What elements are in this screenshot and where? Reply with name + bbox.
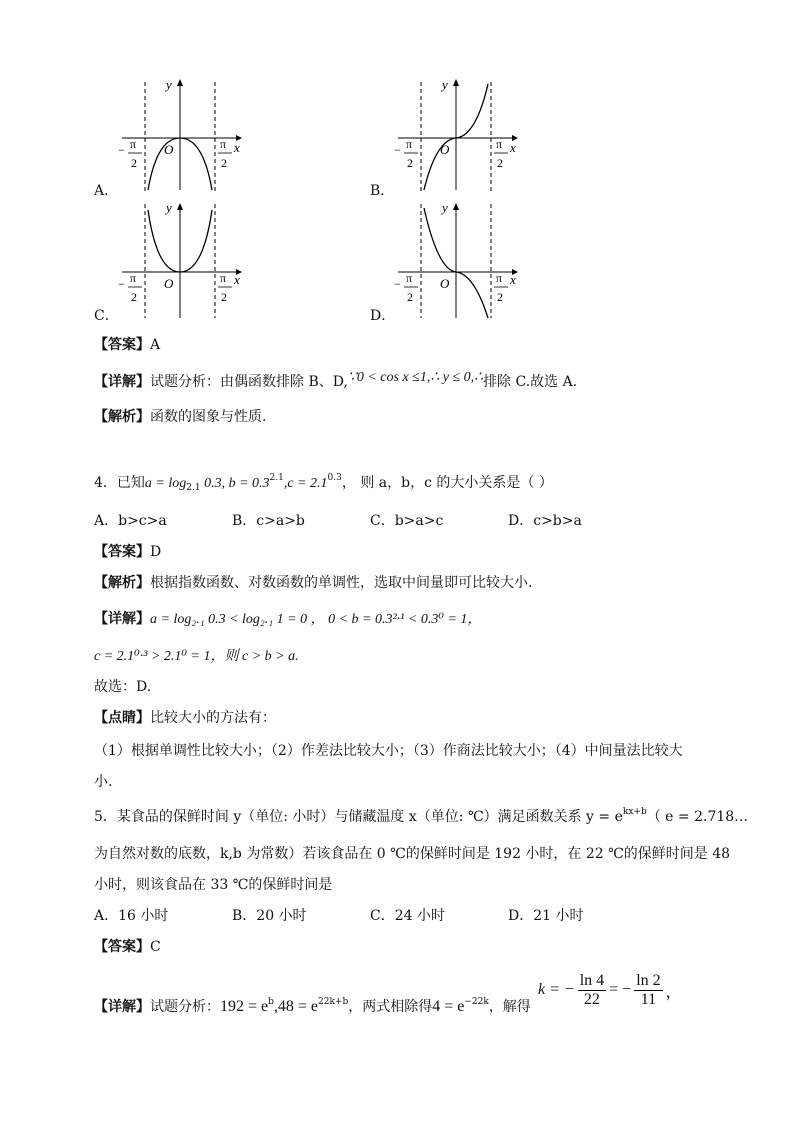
svg-text:O: O xyxy=(440,276,450,291)
svg-text:2: 2 xyxy=(407,156,413,170)
svg-text:y: y xyxy=(442,200,448,215)
two-label-right: 2 xyxy=(221,156,227,170)
q5-choice-a: A．16 小时 xyxy=(94,908,169,924)
q4-choice-d: D．c>b>a xyxy=(508,513,582,529)
q3-detail: 【详解】试题分析：由偶函数排除 B、D,∵0 < cos x ≤1,∴ y ≤ 0,∴排除 C.故选 A. xyxy=(94,370,578,390)
svg-text:O: O xyxy=(164,276,174,291)
y-axis-arrow xyxy=(177,79,183,86)
option-label-c: C． xyxy=(94,308,119,324)
x-label: x xyxy=(234,140,240,155)
svg-text:π: π xyxy=(130,271,137,285)
origin-label: O xyxy=(164,142,174,157)
answer-tag: 【答案】 xyxy=(94,337,150,353)
svg-text:π: π xyxy=(496,137,503,151)
svg-text:π: π xyxy=(496,271,503,285)
svg-text:π: π xyxy=(220,271,227,285)
q4-stem: 4．已知$a = \log_{2.1} 0.3$, $b = 0.3^{2.1},c = 2.1^{0.3}$， 则 a，b，c 的大小关系是（ ） xyxy=(94,473,553,493)
q5-choice-d: D．21 小时 xyxy=(508,908,584,924)
svg-text:2: 2 xyxy=(497,156,503,170)
svg-text:π: π xyxy=(406,137,413,151)
q5-stem-line3: 小时，则该食品在 33 ℃的保鲜时间是 xyxy=(94,877,333,893)
pi-label-right: π xyxy=(220,137,227,151)
graph-a xyxy=(112,74,252,194)
q4-choice-a: A．b>c>a xyxy=(94,513,167,529)
q5-answer: 【答案】C xyxy=(94,939,161,955)
svg-text:O: O xyxy=(440,142,450,157)
frac2-den: 11 xyxy=(640,990,657,1008)
q3-answer: 【答案】A xyxy=(94,337,161,353)
frac2-num: ln 2 xyxy=(636,971,661,989)
frac1-num: ln 4 xyxy=(579,971,605,989)
q4-methods-end: 小. xyxy=(94,774,113,790)
option-label-b: B． xyxy=(370,183,395,199)
q4-analysis: 【解析】根据指数函数、对数函数的单调性，选取中间量即可比较大小. xyxy=(94,575,533,591)
q5-stem-line2: 为自然对数的底数，k,b 为常数）若该食品在 0 ℃的保鲜时间是 192 小时，在 22 ℃的保鲜时间是 48 xyxy=(94,846,731,862)
q5-k-expression: k = − ln 4 22 = − ln 2 11 ， xyxy=(538,971,682,1008)
svg-text:π: π xyxy=(406,271,413,285)
q4-conclusion: 故选：D. xyxy=(94,679,152,695)
svg-text:−: − xyxy=(394,143,401,157)
option-label-d: D． xyxy=(370,308,396,324)
detail-tag: 【详解】 xyxy=(94,374,150,390)
q5-stem-line1: 5．某食品的保鲜时间 y（单位: 小时）与储藏温度 x（单位: ℃）满足函数关系 $y = e^{kx+b}$（ e = 2.718… xyxy=(94,807,749,825)
q5-choice-c: C．24 小时 xyxy=(370,908,445,924)
q4-detail-line2: c = 2.1⁰·³ > 2.1⁰ = 1，则 c > b > a. xyxy=(94,649,299,664)
svg-text:x: x xyxy=(510,140,516,155)
neg-sign: − xyxy=(118,143,125,157)
q4-choice-b: B．c>a>b xyxy=(232,513,305,529)
analysis-tag: 【解析】 xyxy=(94,409,150,425)
q3-analysis: 【解析】函数的图象与性质. xyxy=(94,409,267,425)
option-label-a: A． xyxy=(94,183,119,199)
svg-text:2: 2 xyxy=(131,290,137,304)
graph-d xyxy=(388,200,528,320)
q4-remark: 【点睛】比较大小的方法有： xyxy=(94,710,276,726)
q4-answer: 【答案】D xyxy=(94,544,162,560)
q5-choice-b: B．20 小时 xyxy=(232,908,307,924)
svg-text:−: − xyxy=(118,277,125,291)
svg-text:2: 2 xyxy=(497,290,503,304)
y-label: y xyxy=(166,77,172,92)
svg-text:y: y xyxy=(166,200,172,215)
two-label-left: 2 xyxy=(131,156,137,170)
q4-choice-c: C．b>a>c xyxy=(370,513,444,529)
pi-label-left: π xyxy=(130,137,137,151)
q5-detail: 【详解】试题分析：$192 = e^b,48 = e^{22k+b}$，两式相除得$4 = e^{-22k}$，解得 xyxy=(94,997,531,1015)
svg-text:−: − xyxy=(394,277,401,291)
svg-text:2: 2 xyxy=(407,290,413,304)
frac1-den: 22 xyxy=(583,990,600,1008)
graph-c xyxy=(112,200,252,320)
q4-methods: （1）根据单调性比较大小；（2）作差法比较大小；（3）作商法比较大小；（4）中间量法比较大 xyxy=(94,743,683,759)
svg-text:x: x xyxy=(510,272,516,287)
graph-b xyxy=(388,74,528,194)
svg-text:y: y xyxy=(442,77,448,92)
q4-detail-line1: 【详解】a = log₂.₁ 0.3 < log₂.₁ 1 = 0 ， 0 < b = 0.3²·¹ < 0.3⁰ = 1， xyxy=(94,611,482,627)
svg-text:2: 2 xyxy=(221,290,227,304)
svg-text:x: x xyxy=(234,272,240,287)
